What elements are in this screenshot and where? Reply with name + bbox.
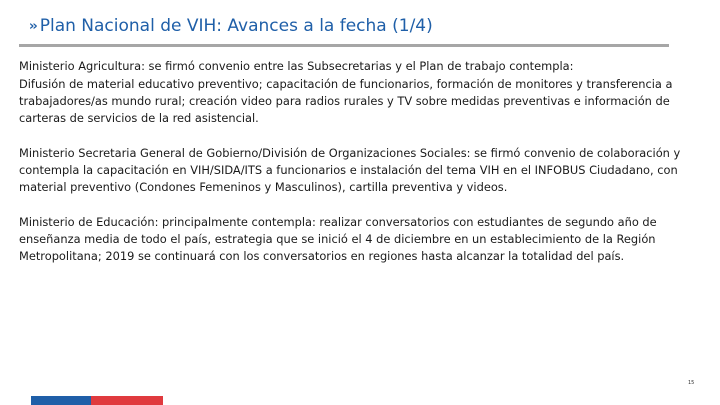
page-number: 15 <box>688 380 695 386</box>
paragraph-education: Ministerio de Educación: principalmente contempla: realizar conversatorios con estudiantes de segundo año de enseñanza media de todo el país, estrategia que se inició el 4 de diciembre en un establecimiento de la Región Metropolitana; 2019 se continuará con los conversatorios en regiones hasta alcanzar la totalidad del país. <box>19 215 657 263</box>
slide-header <box>29 10 433 42</box>
page-title: Plan Nacional de VIH: Avances a la fecha (1/4) <box>39 16 433 36</box>
paragraph-agriculture-intro: Ministerio Agricultura: se firmó convenio entre las Subsecretarias y el Plan de trabajo contempla: <box>19 59 574 73</box>
footer-bar-red <box>91 396 163 405</box>
footer-bar-blue <box>31 396 91 405</box>
paragraph-agriculture-details: Difusión de material educativo preventivo; capacitación de funcionarios, formación de monitores y transferencia a trabajadores/as mundo rural; creación video para radios rurales y TV sobre medidas preventivas e información de carteras de servicios de la red asistencial. <box>19 77 673 125</box>
paragraph-segegob: Ministerio Secretaria General de Gobierno/División de Organizaciones Sociales: se firmó convenio de colaboración y contempla la capacitación en VIH/SIDA/ITS a funcionarios e instalación del tema VIH en el INFOBUS Ciudadano, con material preventivo (Condones Femeninos y Masculinos), cartilla preventiva y videos. <box>19 146 681 194</box>
slide-body <box>19 58 705 265</box>
title-divider <box>19 44 669 47</box>
footer-flag-bar <box>31 396 163 405</box>
title-chevron-icon: ›› <box>29 18 36 34</box>
